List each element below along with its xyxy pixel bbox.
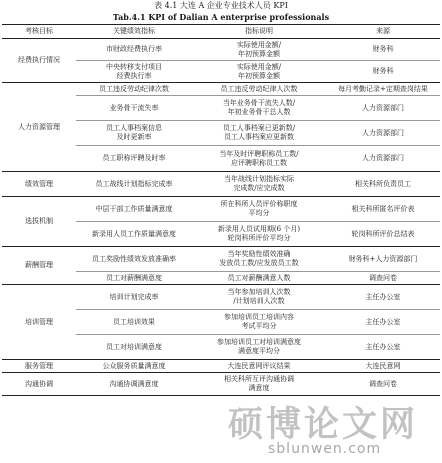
source-cell: 人力资源部门 [326,146,440,172]
description-cell: 相关科所互评沟通协调 满意度 [192,373,326,396]
category-cell: 沟通协调 [2,373,76,396]
source-cell: 人力资源部门 [326,121,440,146]
description-cell: 新录用人员试用期(6 个月) 轮岗科所评价平均分 [192,222,326,247]
table-row [2,360,440,373]
kpi-cell: 沟通协调满意度 [76,373,192,396]
source-cell: 调查问卷 [326,272,440,285]
table-row [2,197,440,222]
source-cell: 相关科所匿名评价表 [326,197,440,222]
source-cell: 财务科 [326,61,440,83]
description-cell: 当年参加培训人次数 /计划培训人次数 [192,285,326,310]
kpi-table [2,24,440,396]
description-cell: 当年战线计划指标实际 完成数/应完成数 [192,172,326,197]
description-cell: 参加培训员工对培训满意度 满意度平均分 [192,335,326,360]
source-cell: 相关科所负责员工 [326,172,440,197]
kpi-cell: 业务骨干流失率 [76,96,192,121]
source-cell: 大连民意网 [326,360,440,373]
category-cell: 经费执行情况 [2,39,76,83]
source-cell: 主任办公室 [326,335,440,360]
table-row [2,247,440,272]
category-cell: 绩效管理 [2,172,76,197]
header-goal: 考核目标 [2,25,76,39]
table-caption-english: Tab.4.1 KPI of Dalian A enterprise professionals [112,12,330,22]
description-cell: 参加培训员工培训内容 考试平均分 [192,310,326,335]
source-cell: 主任办公室 [326,310,440,335]
category-cell: 培训管理 [2,285,76,360]
kpi-cell: 员工培训效果 [76,310,192,335]
table-row [2,83,440,96]
table-caption-chinese: 表 4.1 大连 A 企业专业技术人员 KPI [154,1,288,10]
description-cell: 员工人事档案已更新数/ 员工人事档案应更新数 [192,121,326,146]
source-cell: 每月考勤记录+定期查岗结果 [326,83,440,96]
kpi-cell: 员工职称评聘及时率 [76,146,192,172]
description-cell: 员工对薪酬满意人数 [192,272,326,285]
description-cell: 当年业务骨干流失人数/ 年初业务骨干总人数 [192,96,326,121]
category-cell: 人力资源管理 [2,83,76,172]
kpi-cell: 市财政经费执行率 [76,39,192,61]
kpi-cell: 员工战线计划指标完成率 [76,172,192,197]
kpi-cell: 培训计划完成率 [76,285,192,310]
description-cell: 实际使用金额/ 年初预算金额 [192,39,326,61]
source-cell: 财务科+人力资源部门 [326,247,440,272]
kpi-cell: 公众服务质量满意度 [76,360,192,373]
kpi-cell: 员工对培训满意度 [76,335,192,360]
source-cell: 财务科 [326,39,440,61]
description-cell: 员工违反劳动纪律人次数 [192,83,326,96]
table-header [2,25,440,39]
category-cell: 选拔机制 [2,197,76,247]
header-description: 指标说明 [192,25,326,39]
kpi-cell: 中央转移支付项目 经费执行率 [76,61,192,83]
table-body [2,39,440,396]
source-cell: 调查问卷 [326,373,440,396]
table-row [2,172,440,197]
table-row [2,285,440,310]
category-cell: 服务管理 [2,360,76,373]
source-cell: 人力资源部门 [326,96,440,121]
description-cell: 实际使用金额/ 年初预算金额 [192,61,326,83]
description-cell: 当年奖励性绩效准确 发放员工数/应发放员工数 [192,247,326,272]
table-row [2,373,440,396]
header-source: 来源 [326,25,440,39]
kpi-cell: 中层干部工作质量满意度 [76,197,192,222]
source-cell: 轮岗科所评价总结表 [326,222,440,247]
kpi-cell: 员工对薪酬满意度 [76,272,192,285]
description-cell: 大连民意网评议结果 [192,360,326,373]
description-cell: 所在科所人员评价称职度 平均分 [192,197,326,222]
kpi-cell: 员工奖励性绩效发放准确率 [76,247,192,272]
watermark-url: sblunwen.com [268,441,382,457]
category-cell: 薪酬管理 [2,247,76,285]
kpi-cell: 员工人事档案信息 及时更新率 [76,121,192,146]
watermark-logo: 硕博论文网 [228,405,419,445]
description-cell: 当年及时评聘职称员工数/ 应评聘职称员工数 [192,146,326,172]
header-kpi: 关键绩效指标 [76,25,192,39]
kpi-cell: 员工违反劳动纪律次数 [76,83,192,96]
source-cell: 主任办公室 [326,285,440,310]
table-row [2,39,440,61]
kpi-cell: 新录用人员工作质量满意度 [76,222,192,247]
